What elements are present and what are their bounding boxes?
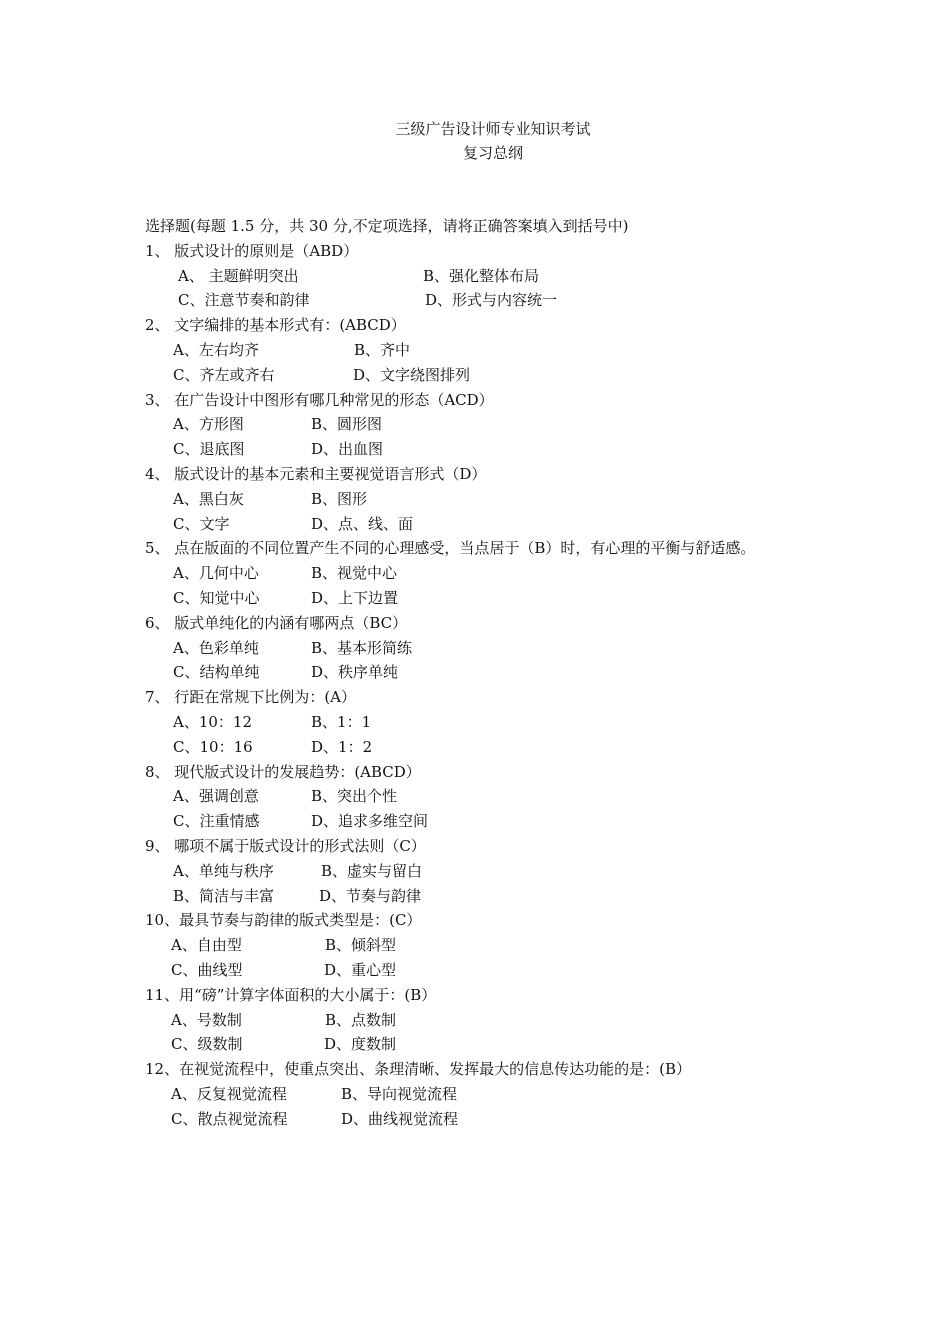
question-stem: 7、 行距在常规下比例为：(A） [145, 688, 356, 707]
option-b: B、强化整体布局 [423, 266, 540, 285]
option-d: D、节奏与韵律 [319, 886, 422, 905]
option-c: B、简洁与丰富 [173, 886, 275, 905]
option-d: D、出血图 [311, 440, 384, 459]
option-c: C、结构单纯 [173, 663, 260, 682]
question-stem: 10、最具节奏与韵律的版式类型是：(C） [145, 911, 422, 930]
option-row [145, 859, 925, 884]
option-b: B、突出个性 [311, 787, 398, 806]
option-c: C、退底图 [173, 440, 245, 459]
option-b: B、倾斜型 [325, 936, 397, 955]
question-stem: 11、用“磅”计算字体面积的大小属于：(B） [145, 985, 437, 1004]
option-row [145, 884, 925, 909]
option-c: C、注意节奏和韵律 [178, 291, 310, 310]
option-row [145, 660, 925, 685]
option-d: D、形式与内容统一 [425, 291, 558, 310]
option-row [145, 636, 925, 661]
option-row [145, 288, 925, 313]
option-b: B、视觉中心 [311, 564, 398, 583]
option-row [145, 264, 925, 289]
option-b: B、基本形简练 [311, 638, 413, 657]
option-a: A、10：12 [173, 712, 253, 731]
question-stem: 6、 版式单纯化的内涵有哪两点（BC） [145, 613, 408, 632]
option-a: A、自由型 [171, 936, 242, 955]
option-row [145, 512, 925, 537]
option-b: B、导向视觉流程 [341, 1084, 458, 1103]
option-row [145, 437, 925, 462]
option-row [145, 1008, 925, 1033]
document-title: 三级广告设计师专业知识考试 [395, 120, 591, 138]
option-row [145, 933, 925, 958]
option-d: D、度数制 [324, 1035, 397, 1054]
option-c: C、散点视觉流程 [171, 1109, 288, 1128]
option-b: B、点数制 [325, 1010, 397, 1029]
question-stem: 9、 哪项不属于版式设计的形式法则（C） [145, 836, 426, 855]
option-d: D、上下边置 [311, 588, 399, 607]
option-c: C、级数制 [171, 1035, 243, 1054]
option-d: D、秩序单纯 [311, 663, 399, 682]
option-row [145, 561, 925, 586]
option-c: C、文字 [173, 514, 230, 533]
question-stem: 1、 版式设计的原则是（ABD） [145, 241, 359, 260]
question-stem: 12、在视觉流程中，使重点突出、条理清晰、发挥最大的信息传达功能的是：(B） [145, 1060, 691, 1079]
option-d: D、文字绕图排列 [353, 365, 471, 384]
option-a: A、黑白灰 [173, 489, 244, 508]
option-row [145, 710, 925, 735]
question-list [145, 214, 925, 1131]
option-row [145, 487, 925, 512]
option-c: C、知觉中心 [173, 588, 260, 607]
option-d: D、1：2 [311, 737, 373, 756]
option-a: A、号数制 [171, 1010, 242, 1029]
option-c: C、注重情感 [173, 812, 260, 831]
option-row [145, 412, 925, 437]
option-c: C、齐左或齐右 [173, 365, 275, 384]
option-row [145, 958, 925, 983]
question-stem: 2、 文字编排的基本形式有：(ABCD） [145, 316, 406, 335]
document-subtitle: 复习总纲 [462, 144, 523, 162]
option-a: A、几何中心 [173, 564, 259, 583]
question-stem: 8、 现代版式设计的发展趋势：(ABCD） [145, 762, 421, 781]
question-stem: 5、 点在版面的不同位置产生不同的心理感受，当点居于（B）时，有心理的平衡与舒适感。 [145, 539, 756, 558]
option-b: B、1：1 [311, 712, 372, 731]
option-a: A、强调创意 [173, 787, 259, 806]
option-a: A、方形图 [173, 415, 244, 434]
option-row [145, 809, 925, 834]
option-a: A、单纯与秩序 [173, 861, 274, 880]
option-row [145, 586, 925, 611]
option-row [145, 735, 925, 760]
option-b: B、虚实与留白 [321, 861, 423, 880]
option-d: D、重心型 [324, 960, 397, 979]
option-row [145, 1032, 925, 1057]
option-row [145, 363, 925, 388]
option-a: A、左右均齐 [173, 340, 259, 359]
question-stem: 3、 在广告设计中图形有哪几种常见的形态（ACD） [145, 390, 494, 409]
option-row [145, 784, 925, 809]
option-b: B、圆形图 [311, 415, 383, 434]
option-b: B、图形 [311, 489, 368, 508]
option-b: B、齐中 [354, 340, 411, 359]
option-a: A、 主题鲜明突出 [178, 266, 299, 285]
question-stem: 4、 版式设计的基本元素和主要视觉语言形式（D） [145, 464, 487, 483]
option-c: C、曲线型 [171, 960, 243, 979]
section-intro: 选择题(每题 1.5 分，共 30 分,不定项选择，请将正确答案填入到括号中) [145, 217, 629, 235]
option-row [145, 1107, 925, 1132]
option-c: C、10：16 [173, 737, 253, 756]
option-a: A、反复视觉流程 [171, 1084, 287, 1103]
option-d: D、曲线视觉流程 [341, 1109, 459, 1128]
option-d: D、点、线、面 [311, 514, 414, 533]
option-row [145, 1082, 925, 1107]
option-a: A、色彩单纯 [173, 638, 259, 657]
option-row [145, 338, 925, 363]
option-d: D、追求多维空间 [311, 812, 429, 831]
